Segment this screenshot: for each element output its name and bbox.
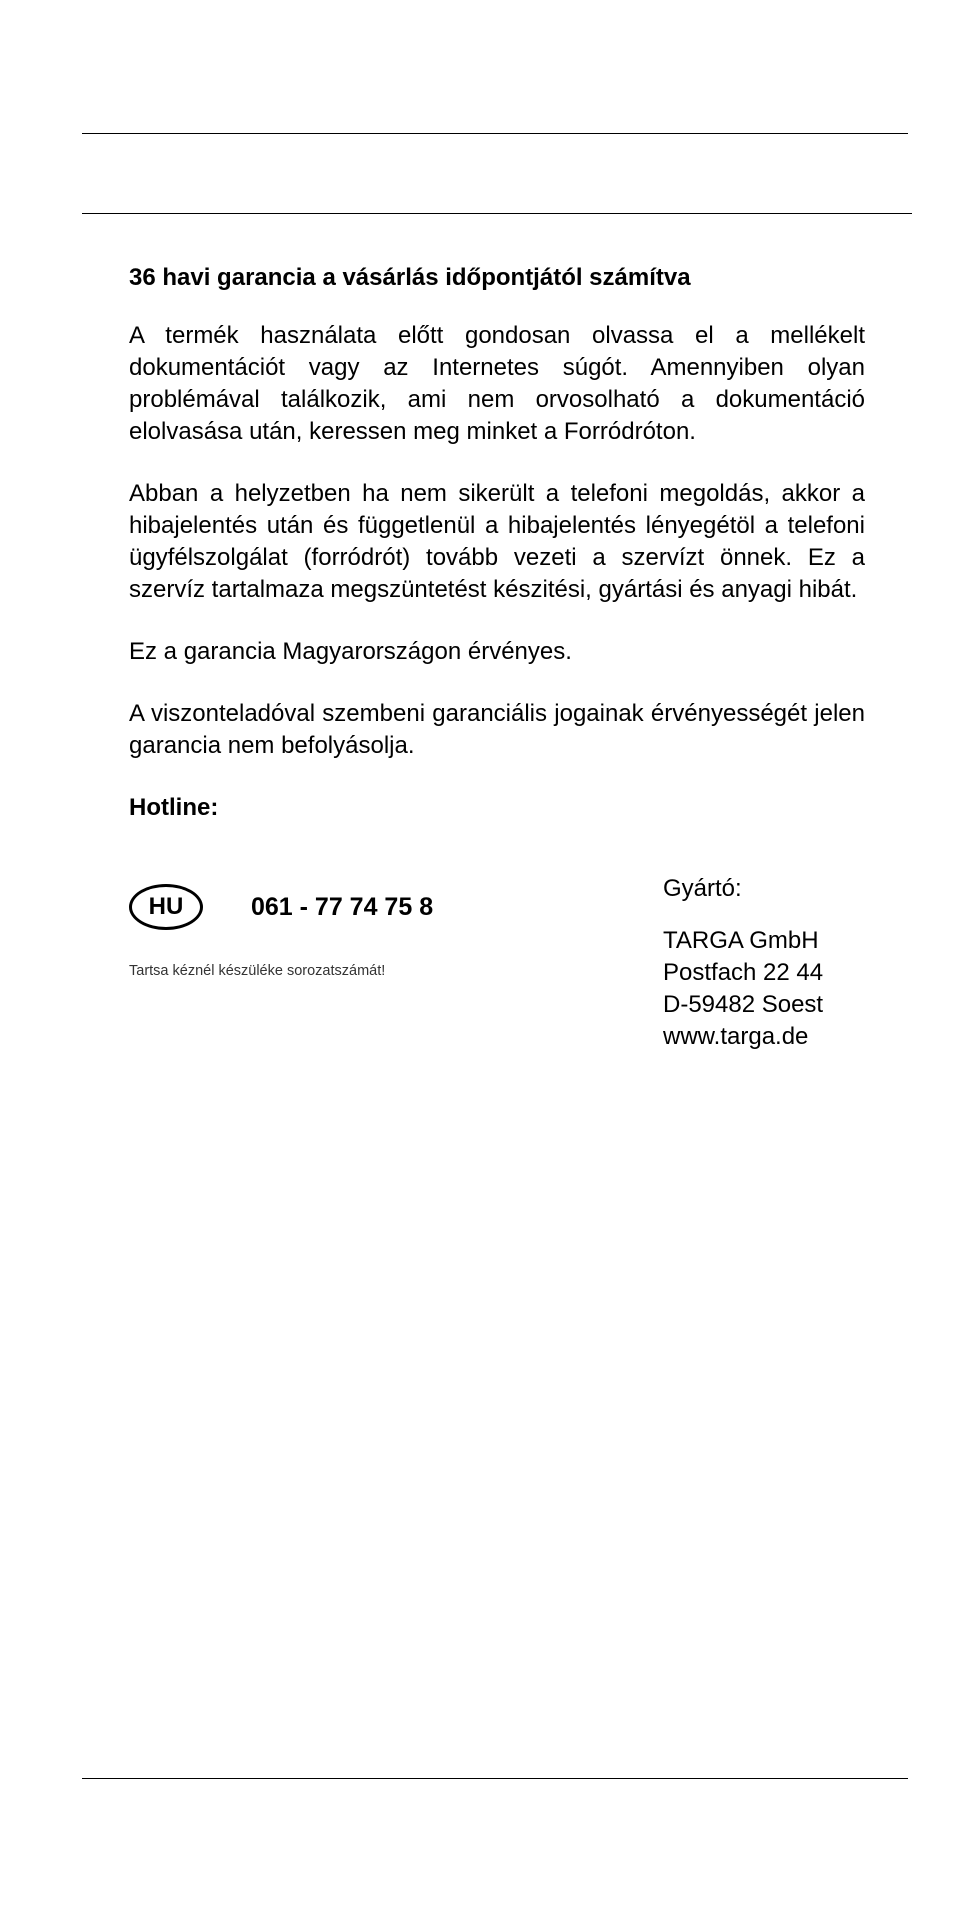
hotline-phone-number: 061 - 77 74 75 8 (251, 893, 434, 921)
manufacturer-label: Gyártó: (663, 875, 742, 902)
manufacturer-website: www.targa.de (663, 1023, 809, 1050)
country-badge: HU (129, 884, 203, 930)
warranty-section (129, 262, 865, 824)
warranty-paragraph-service: Abban a helyzetben ha nem sikerült a telefoni megoldás, akkor a hibajelentés után és függetlenül a hibajelentés lényegétöl a telefoni ügyfélszolgálat (forródrót) tovább vezeti a szervízt önnek. Ez a szervíz tartalmaza megszüntetést készitési, gyártási és anyagi hibát. (129, 480, 865, 603)
manufacturer-city: D-59482 Soest (663, 991, 824, 1018)
manufacturer-po-box: Postfach 22 44 (663, 959, 824, 986)
warranty-paragraph-reseller: A viszonteladóval szembeni garanciális jogainak érvényességét jelen garancia nem befolyásolja. (129, 700, 865, 759)
hotline-title: Hotline: (129, 794, 219, 821)
manufacturer-company: TARGA GmbH (663, 927, 819, 954)
warranty-paragraph-docs: A termék használata előtt gondosan olvassa el a mellékelt dokumentációt vagy az Internetes súgót. Amennyiben olyan problémával találkozik, ami nem orvosolható a dokumentáció elolvasása után, keressen meg minket a Forródróton. (129, 322, 865, 445)
serial-number-note: Tartsa kéznél készüléke sorozatszámát! (129, 963, 386, 979)
warranty-paragraph-validity: Ez a garancia Magyarországon érvényes. (129, 638, 572, 665)
warranty-title: 36 havi garancia a vásárlás időpontjától számítva (129, 264, 691, 291)
manufacturer-block (663, 873, 903, 1053)
header-divider-bottom (82, 213, 912, 214)
footer-divider (82, 1778, 908, 1779)
header-divider-top (82, 133, 908, 134)
